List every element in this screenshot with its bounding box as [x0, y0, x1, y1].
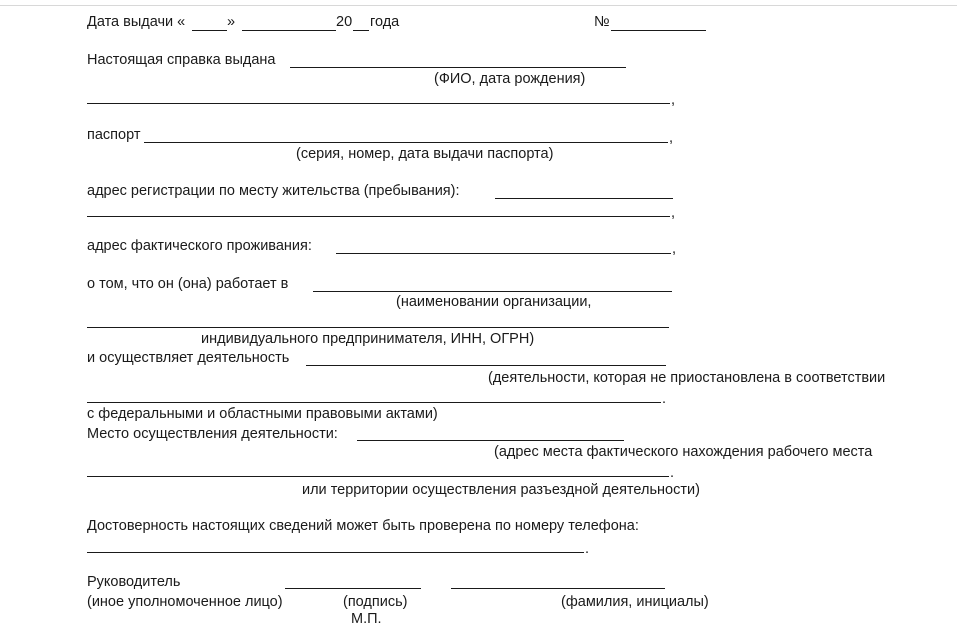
passport-blank [144, 142, 668, 143]
day-blank [192, 30, 227, 31]
works-at-blank-2 [87, 327, 669, 328]
period-2: . [670, 465, 675, 481]
activity-hint-2: с федеральными и областными правовыми актами) [87, 406, 438, 422]
works-at-hint-1: (наименовании организации, [396, 294, 592, 310]
place-hint-2: или территории осуществления разъездной деятельности) [302, 482, 700, 498]
year-blank [353, 30, 369, 31]
registration-blank-2 [87, 216, 670, 217]
place-blank-2 [87, 476, 669, 477]
issued-to-blank [290, 67, 626, 68]
works-at-blank [313, 291, 672, 292]
comma-2: , [669, 130, 674, 146]
activity-blank [306, 365, 666, 366]
passport-label: паспорт [87, 127, 141, 143]
actual-address-label: адрес фактического проживания: [87, 238, 312, 254]
activity-label: и осуществляет деятельность [87, 350, 290, 366]
place-label: Место осуществления деятельности: [87, 426, 338, 442]
comma-3: , [671, 205, 676, 221]
date-quote-close: » [227, 14, 236, 30]
issued-to-label: Настоящая справка выдана [87, 52, 276, 68]
registration-blank [495, 198, 673, 199]
date-label: Дата выдачи « [87, 14, 186, 30]
sign-hint: (подпись) [343, 594, 408, 610]
period-3: . [585, 541, 590, 557]
signature-blank [285, 588, 421, 589]
comma-1: , [671, 92, 676, 108]
phone-label: Достоверность настоящих сведений может быть проверена по номеру телефона: [87, 518, 639, 534]
name-hint: (фамилия, инициалы) [561, 594, 709, 610]
activity-blank-2 [87, 402, 661, 403]
actual-address-blank [336, 253, 671, 254]
name-blank [451, 588, 665, 589]
head-sublabel: (иное уполномоченное лицо) [87, 594, 283, 610]
issued-to-hint: (ФИО, дата рождения) [434, 71, 586, 87]
year-prefix: 20 [336, 14, 353, 30]
comma-4: , [672, 241, 677, 257]
activity-hint-1: (деятельности, которая не приостановлена в соответствии [488, 370, 886, 386]
phone-blank [87, 552, 584, 553]
year-suffix: года [370, 14, 400, 30]
head-label: Руководитель [87, 574, 181, 590]
registration-label: адрес регистрации по месту жительства (пребывания): [87, 183, 460, 199]
works-at-hint-2: индивидуального предпринимателя, ИНН, ОГРН) [201, 331, 535, 347]
number-label: № [594, 14, 610, 30]
stamp-label: М.П. [351, 611, 382, 627]
month-blank [242, 30, 336, 31]
issued-to-blank-2 [87, 103, 670, 104]
place-hint-1: (адрес места фактического нахождения рабочего места [494, 444, 873, 460]
number-blank [611, 30, 706, 31]
page-top-border [0, 5, 957, 6]
works-at-label: о том, что он (она) работает в [87, 276, 289, 292]
passport-hint: (серия, номер, дата выдачи паспорта) [296, 146, 554, 162]
period-1: . [662, 391, 667, 407]
place-blank [357, 440, 624, 441]
